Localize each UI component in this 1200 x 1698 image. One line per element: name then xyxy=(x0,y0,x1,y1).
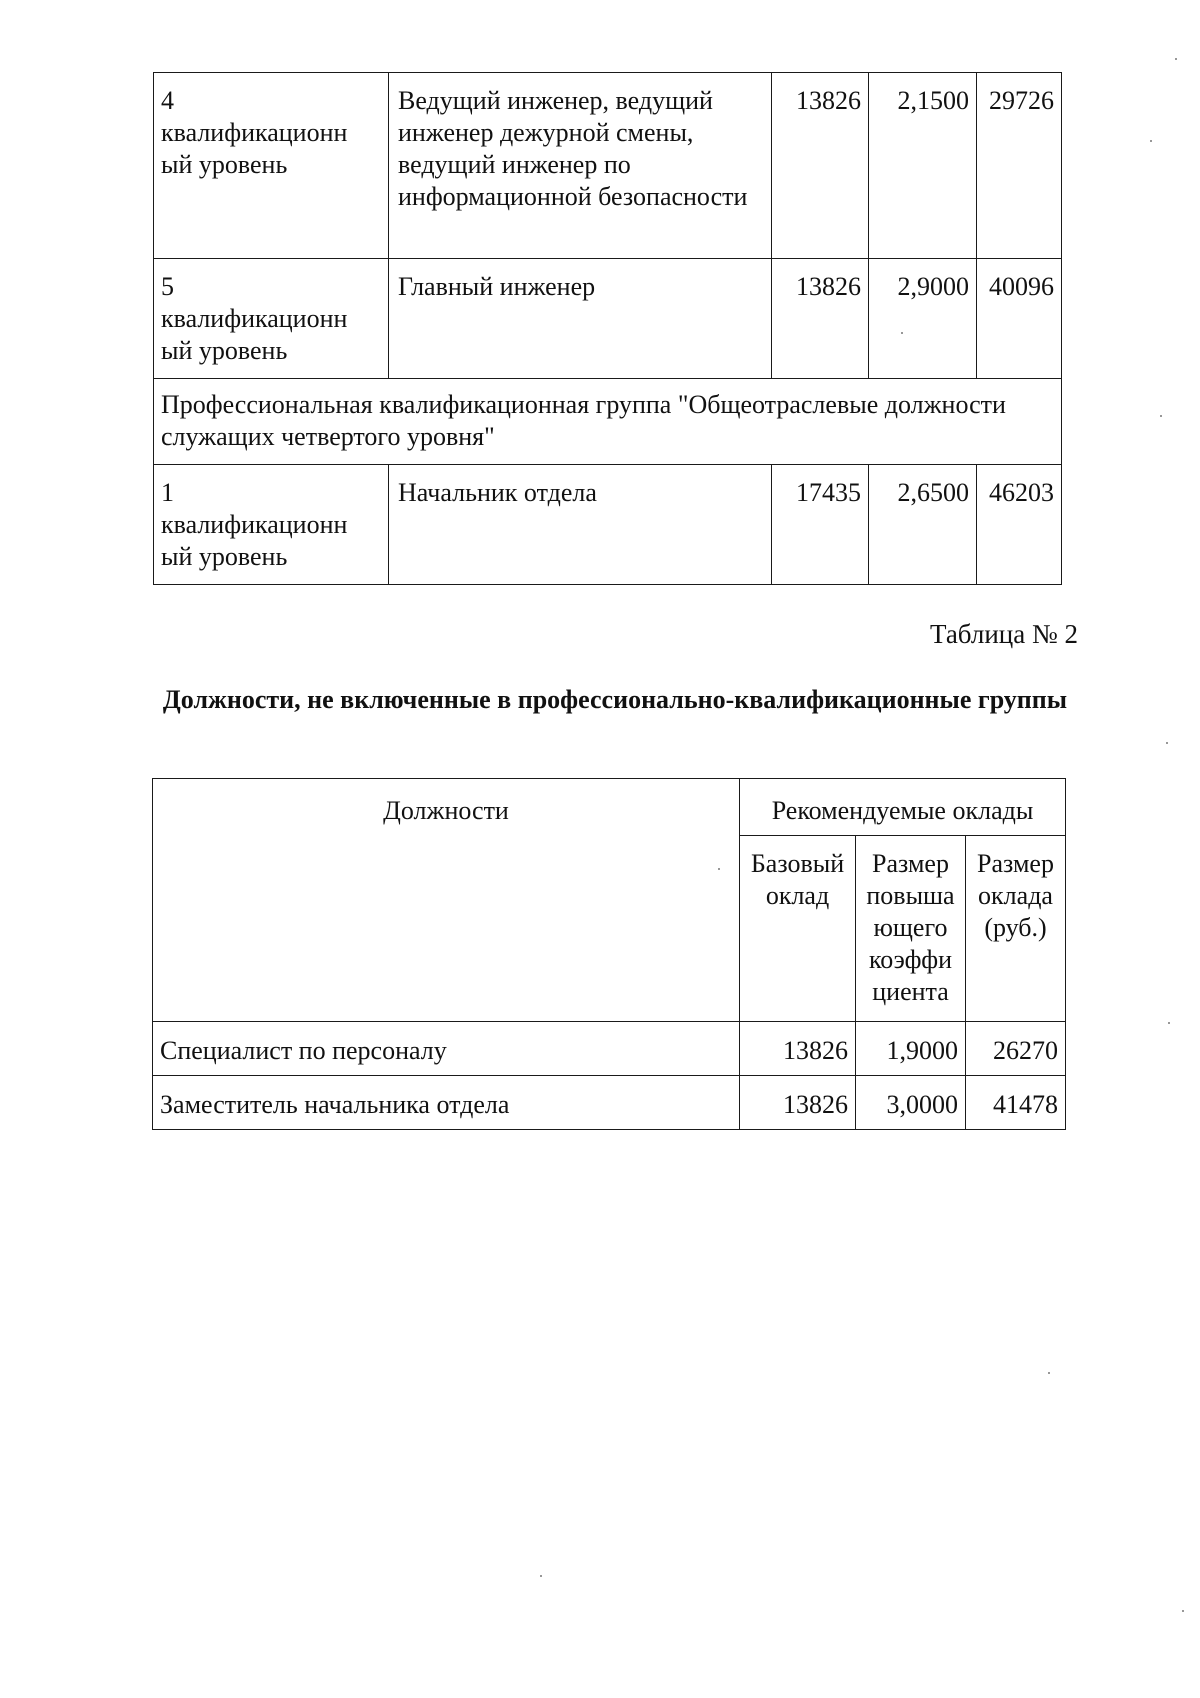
scan-speck xyxy=(1150,140,1152,142)
salary: 41478 xyxy=(966,1076,1066,1130)
qualification-level: 4 квалификационн ый уровень xyxy=(154,73,389,259)
scan-speck xyxy=(540,1575,542,1577)
table-row xyxy=(153,1022,1066,1076)
positions-table xyxy=(152,778,1066,1130)
position-name: Специалист по персоналу xyxy=(153,1022,740,1076)
scan-speck xyxy=(1168,1022,1170,1024)
base-salary: 13826 xyxy=(772,259,869,379)
position-name: Главный инженер xyxy=(389,259,772,379)
coefficient: 2,1500 xyxy=(869,73,977,259)
header-salary: Размер оклада (руб.) xyxy=(966,836,1066,1022)
coefficient: 3,0000 xyxy=(856,1076,966,1130)
base-salary: 17435 xyxy=(772,465,869,585)
position-name: Ведущий инженер, ведущий инженер дежурной смены, ведущий инженер по информационной безопасности xyxy=(389,73,772,259)
header-row xyxy=(153,779,1066,836)
group-heading-row xyxy=(154,379,1062,465)
position-name: Заместитель начальника отдела xyxy=(153,1076,740,1130)
header-coefficient: Размер повыша ющего коэффи циента xyxy=(856,836,966,1022)
table-number-label: Таблица № 2 xyxy=(930,619,1078,649)
table-row xyxy=(154,73,1062,259)
qualification-level: 5 квалификационн ый уровень xyxy=(154,259,389,379)
scan-speck xyxy=(1182,1610,1184,1612)
salary: 46203 xyxy=(977,465,1062,585)
salary: 29726 xyxy=(977,73,1062,259)
base-salary: 13826 xyxy=(740,1022,856,1076)
table-row xyxy=(154,259,1062,379)
header-base-salary: Базовый оклад xyxy=(740,836,856,1022)
position-name: Начальник отдела xyxy=(389,465,772,585)
table-row xyxy=(153,1076,1066,1130)
coefficient: 2,6500 xyxy=(869,465,977,585)
salary: 40096 xyxy=(977,259,1062,379)
scan-speck xyxy=(901,332,903,334)
scan-speck xyxy=(1160,415,1162,417)
scan-speck xyxy=(1166,742,1168,744)
table-title: Должности, не включенные в профессионально-квалификационные группы xyxy=(162,685,1068,714)
scan-speck xyxy=(718,868,720,870)
coefficient: 1,9000 xyxy=(856,1022,966,1076)
scan-speck xyxy=(1048,1372,1050,1374)
salary: 26270 xyxy=(966,1022,1066,1076)
qualification-group-title: Профессиональная квалификационная группа "Общеотраслевые должности служащих четвертого уровня" xyxy=(154,379,1062,465)
table-row xyxy=(154,465,1062,585)
base-salary: 13826 xyxy=(772,73,869,259)
qualification-table xyxy=(153,72,1062,585)
coefficient: 2,9000 xyxy=(869,259,977,379)
qualification-level: 1 квалификационн ый уровень xyxy=(154,465,389,585)
header-positions: Должности xyxy=(153,779,740,1022)
base-salary: 13826 xyxy=(740,1076,856,1130)
scan-speck xyxy=(1175,58,1177,60)
header-recommended-salaries: Рекомендуемые оклады xyxy=(740,779,1066,836)
